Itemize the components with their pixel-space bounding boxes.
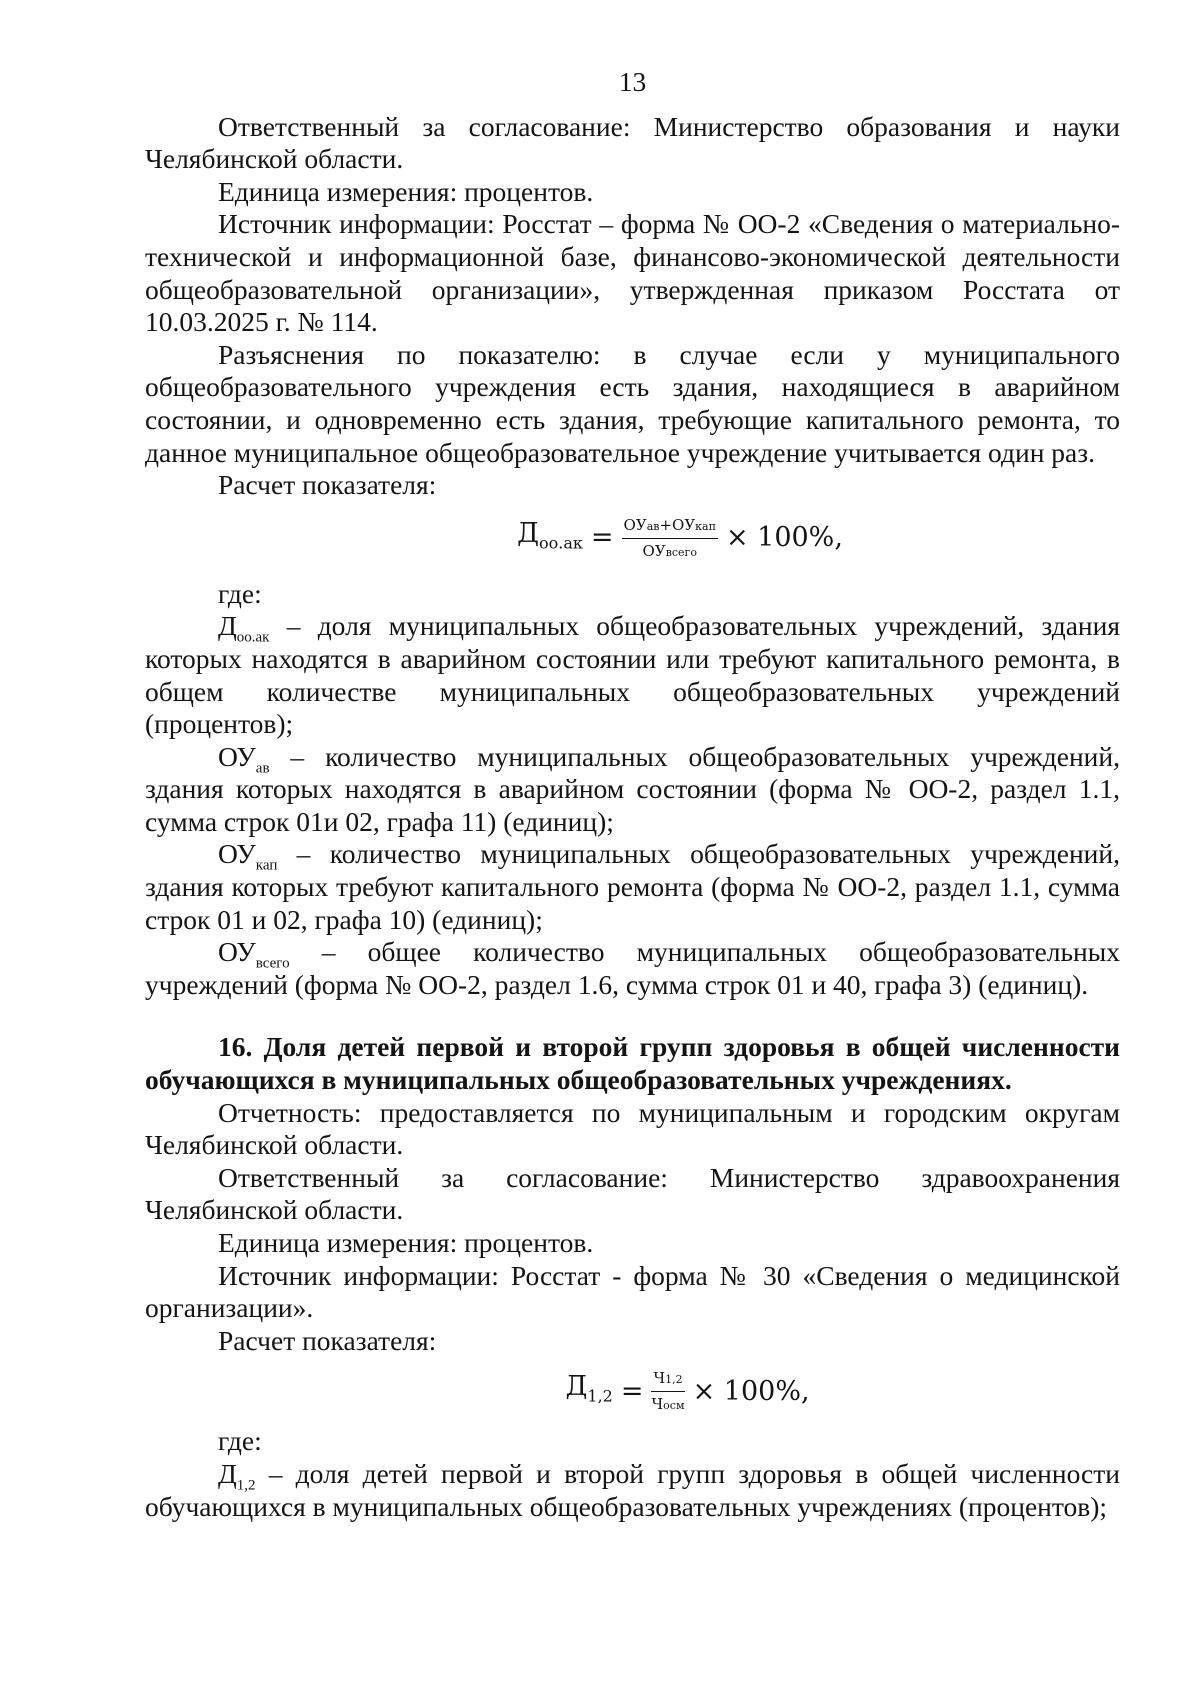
definition-doo-ak: $Д_{оо.ак}$ – доля муниципальных общеобразовательных учреждений, здания которых находятся в аварийном состоянии или требуют капитального ремонта, в общем количестве муниципальных общеобразовательных учреждений (процентов); bbox=[145, 610, 1120, 740]
formula-health-groups bbox=[255, 1361, 1120, 1423]
definition-d12: $Д_{1,2}$ – доля детей первой и второй групп здоровья в общей численности обучающихся в муниципальных общеобразовательных учреждениях (процентов); bbox=[145, 1457, 1120, 1522]
section-heading: 16. Доля детей первой и второй групп здоровья в общей численности обучающихся в муниципальных общеобразовательных учреждениях. bbox=[145, 1031, 1120, 1096]
definition-ou-vsego: $ОУ_{всего}$ – общее количество муниципальных общеобразовательных учреждений (форма № ОО-2, раздел 1.6, сумма строк 01 и 40, графа 3) (единиц). bbox=[145, 936, 1120, 1000]
formula-fraction-2 bbox=[651, 1369, 684, 1415]
formula-fraction bbox=[622, 516, 718, 562]
formula-tail: × 100%, bbox=[725, 522, 843, 554]
fraction-numerator-2: Ч1,2 bbox=[651, 1369, 684, 1392]
formula-lhs: $Д_{оо.ак}$ bbox=[517, 517, 583, 553]
formula-lhs-2: $Д_{1,2}$ bbox=[565, 1371, 613, 1406]
responsible-paragraph: Ответственный за согласование: Министерство образования и науки Челябинской области. bbox=[145, 110, 1120, 175]
calculation-label-2: Расчет показателя: bbox=[218, 1324, 437, 1356]
fraction-denominator-2: Чосм bbox=[651, 1395, 685, 1414]
formula-tail-2: × 100%, bbox=[692, 1376, 810, 1408]
fraction-numerator: ОУав+ОУкап bbox=[622, 516, 718, 539]
formula-equals: = bbox=[590, 522, 614, 554]
formula-equals-2: = bbox=[620, 1376, 644, 1408]
definition-ou-av: $ОУ_{ав}$ – количество муниципальных общеобразовательных учреждений, здания которых находятся в аварийном состоянии (форма № ОО-2, раздел 1.1, сумма строк 01и 02, графа 11) (единиц); bbox=[145, 740, 1120, 837]
explanation-paragraph: Разъяснения по показателю: в случае если у муниципального общеобразовательного учреждения есть здания, находящиеся в аварийном состоянии, и одновременно есть здания, требующие капитального ремонта, то данное муниципальное общеобразовательное учреждение учитывается один раз. bbox=[145, 338, 1120, 468]
responsible-paragraph-2: Ответственный за согласование: Министерство здравоохранения Челябинской области. bbox=[145, 1161, 1120, 1226]
formula-share-emergency bbox=[240, 502, 1120, 576]
unit-paragraph-2: Единица измерения: процентов. bbox=[218, 1227, 594, 1258]
source-paragraph-2: Источник информации: Росстат - форма № 30 «Сведения о медицинской организации». bbox=[145, 1259, 1120, 1324]
where-label: где: bbox=[218, 577, 262, 609]
reporting-paragraph: Отчетность: предоставляется по муниципальным и городским округам Челябинской области. bbox=[145, 1096, 1120, 1161]
fraction-denominator: ОУвсего bbox=[642, 541, 697, 560]
where-label-2: где: bbox=[218, 1425, 262, 1457]
definition-ou-kap: $ОУ_{кап}$ – количество муниципальных общеобразовательных учреждений, здания которых требуют капитального ремонта (форма № ОО-2, раздел 1.1, сумма строк 01 и 02, графа 10) (единиц); bbox=[145, 838, 1120, 935]
unit-paragraph: Единица измерения: процентов. bbox=[218, 175, 594, 207]
calculation-label: Расчет показателя: bbox=[218, 469, 437, 501]
page-number: 13 bbox=[618, 66, 647, 97]
source-paragraph: Источник информации: Росстат – форма № ОО-2 «Сведения о материально-технической и информационной базе, финансово-экономической деятельности общеобразовательной организации», утвержденная приказом Росстата от 10.03.2025 г. № 114. bbox=[145, 208, 1120, 338]
